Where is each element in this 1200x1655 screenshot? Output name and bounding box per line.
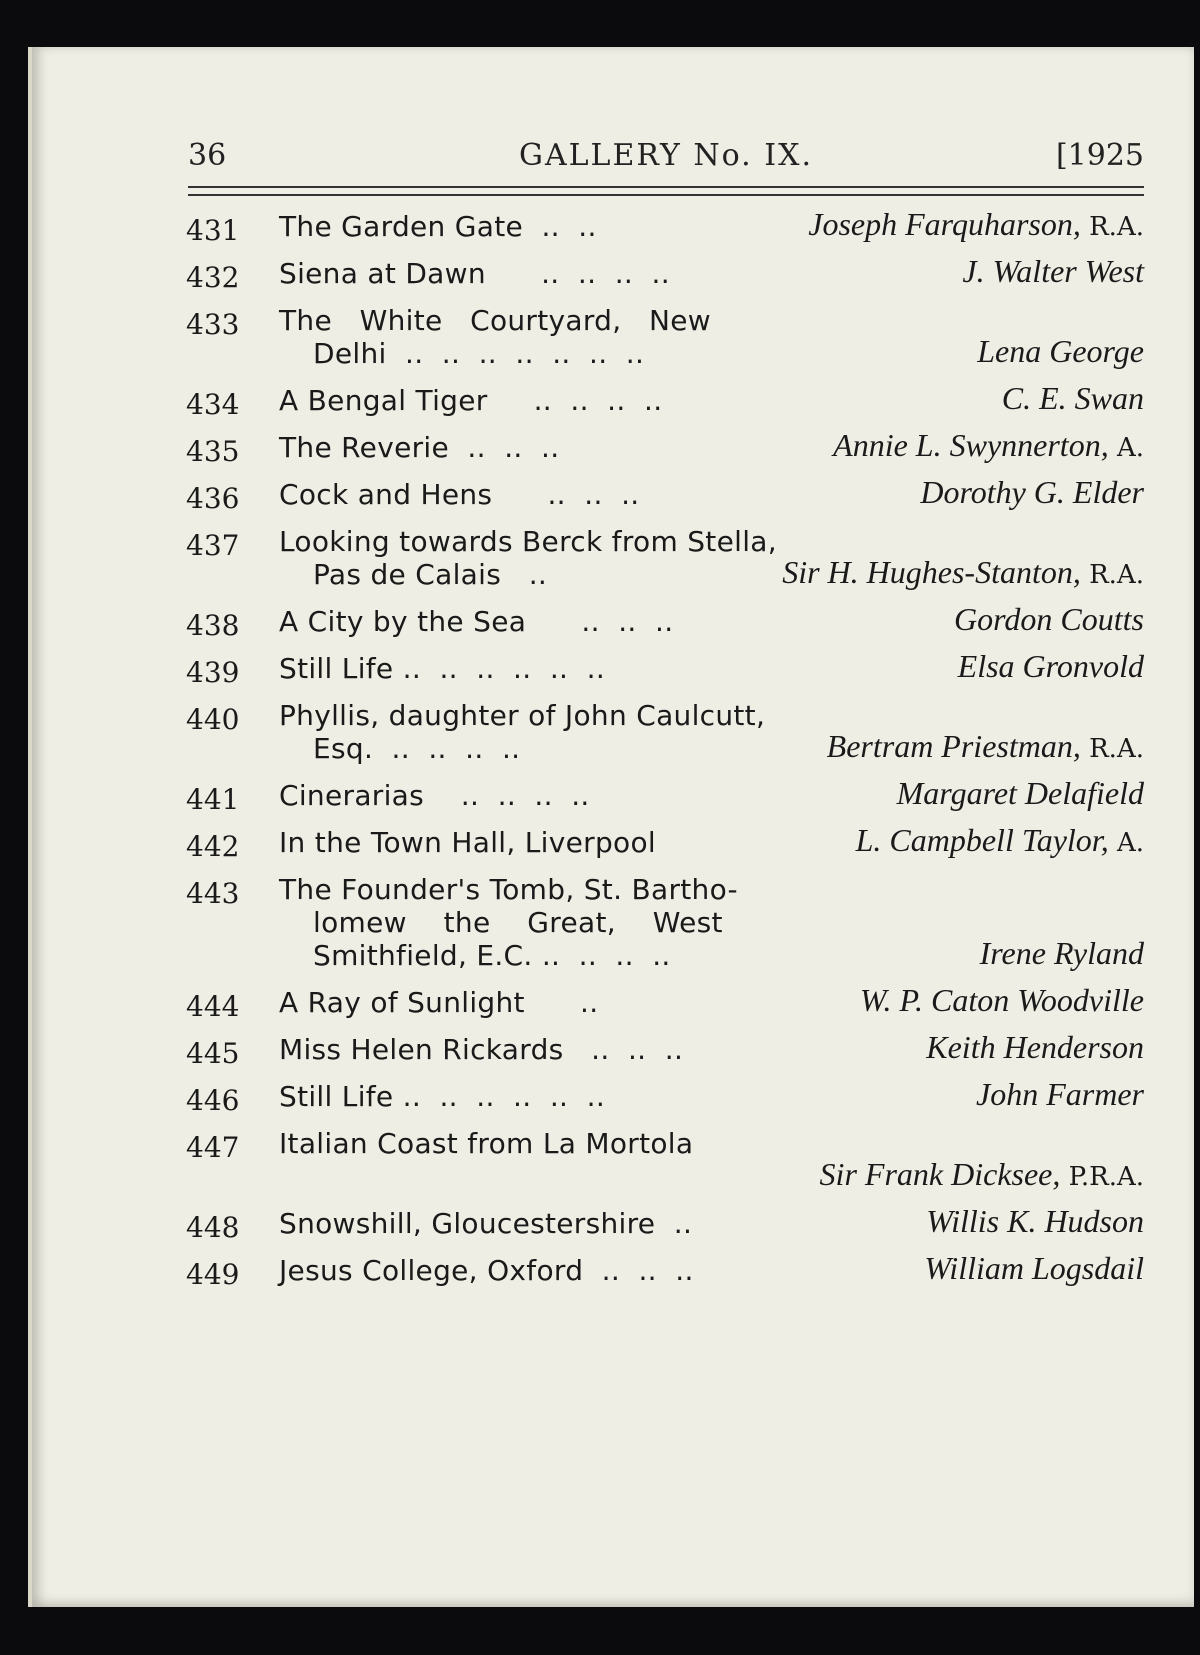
entry-title-line: Snowshill, Gloucestershire .. — [279, 1207, 693, 1240]
entry-number: 449 — [186, 1258, 240, 1291]
entry-number: 443 — [186, 877, 240, 910]
entry-title-line: Phyllis, daughter of John Caulcutt, — [279, 699, 766, 732]
entry-artist — [977, 333, 1144, 370]
entry-title-line: Looking towards Berck from Stella, — [279, 525, 777, 558]
entry-artist — [833, 427, 1144, 464]
entry-title-line: Pas de Calais .. — [313, 558, 548, 591]
artist-name: C. E. Swan — [1001, 380, 1144, 416]
entry-title — [279, 1033, 859, 1066]
entry-number: 446 — [186, 1084, 240, 1117]
entry-title-line: Jesus College, Oxford .. .. .. — [279, 1254, 694, 1287]
catalogue-entry — [186, 873, 1144, 972]
entry-title-line: The White Courtyard, New — [279, 304, 712, 337]
entry-number: 445 — [186, 1037, 240, 1070]
entry-title-line: Smithfield, E.C. .. .. .. .. — [313, 939, 671, 972]
entry-title-line: Esq. .. .. .. .. — [313, 732, 521, 765]
artist-name: Margaret Delafield — [896, 775, 1144, 811]
entry-artist — [958, 648, 1144, 685]
entry-artist — [782, 554, 1144, 591]
entry-title — [279, 779, 859, 812]
entry-title-line — [279, 1160, 859, 1193]
entry-number: 438 — [186, 609, 240, 642]
entry-title-line: Still Life .. .. .. .. .. .. — [279, 1080, 606, 1113]
entry-artist — [962, 253, 1144, 290]
entry-title-line: In the Town Hall, Liverpool — [279, 826, 656, 859]
entry-artist — [820, 1156, 1144, 1193]
catalogue-entry — [186, 253, 1144, 294]
artist-name: Bertram Priestman, — [826, 728, 1081, 764]
catalogue-entry — [186, 822, 1144, 863]
artist-honour: A. — [1108, 433, 1144, 463]
entry-number: 441 — [186, 783, 240, 816]
entry-number: 436 — [186, 482, 240, 515]
entry-artist — [954, 601, 1144, 638]
entry-artist — [827, 728, 1144, 765]
page-header — [188, 138, 1144, 182]
artist-name: Willis K. Hudson — [926, 1203, 1144, 1239]
catalogue-entry — [186, 1203, 1144, 1244]
artist-name: John Farmer — [976, 1076, 1144, 1112]
header-rule — [188, 186, 1144, 196]
artist-honour: P.R.A. — [1060, 1162, 1144, 1192]
entry-title-line: Italian Coast from La Mortola — [279, 1127, 694, 1160]
page-title: GALLERY No. IX. — [519, 138, 813, 173]
catalogue-entry — [186, 1029, 1144, 1070]
artist-name: Irene Ryland — [979, 935, 1144, 971]
entry-title — [279, 304, 859, 370]
entry-title-line: The Garden Gate .. .. — [279, 210, 597, 243]
artist-name: J. Walter West — [962, 253, 1144, 289]
catalogue-entry — [186, 304, 1144, 370]
entry-title-line: Cinerarias .. .. .. .. — [279, 779, 590, 812]
artist-name: Keith Henderson — [926, 1029, 1144, 1065]
catalogue-entry — [186, 982, 1144, 1023]
entry-number: 431 — [186, 214, 240, 247]
entry-title — [279, 257, 859, 290]
entry-title — [279, 1207, 859, 1240]
entry-number: 434 — [186, 388, 240, 421]
artist-name: William Logsdail — [924, 1250, 1144, 1286]
catalogue-entry — [186, 1127, 1144, 1193]
catalogue-entry — [186, 1076, 1144, 1117]
entry-artist — [856, 822, 1144, 859]
entry-title-line: Siena at Dawn .. .. .. .. — [279, 257, 670, 290]
entry-artist — [926, 1203, 1144, 1240]
catalogue-entry — [186, 380, 1144, 421]
catalogue-entry — [186, 427, 1144, 468]
entry-title — [279, 1254, 859, 1287]
entry-title-line: A Bengal Tiger .. .. .. .. — [279, 384, 663, 417]
entry-title-line: Miss Helen Rickards .. .. .. — [279, 1033, 684, 1066]
entry-title-line: Cock and Hens .. .. .. — [279, 478, 640, 511]
entry-title — [279, 873, 859, 972]
entry-title — [279, 826, 859, 859]
entry-artist — [808, 206, 1144, 243]
entry-title — [279, 699, 859, 765]
catalogue-entry — [186, 699, 1144, 765]
artist-honour: R.A. — [1080, 734, 1144, 764]
entry-number: 442 — [186, 830, 240, 863]
entry-number: 448 — [186, 1211, 240, 1244]
entry-number: 433 — [186, 308, 240, 341]
entry-title-line: A City by the Sea .. .. .. — [279, 605, 674, 638]
artist-name: Joseph Farquharson, — [808, 206, 1081, 242]
entry-artist — [976, 1076, 1144, 1113]
catalogue-entry — [186, 601, 1144, 642]
entry-title — [279, 210, 859, 243]
artist-name: L. Campbell Taylor, — [855, 822, 1109, 858]
artist-name: Annie L. Swynnerton, — [833, 427, 1109, 463]
entry-artist — [860, 982, 1144, 1019]
catalogue-entry — [186, 775, 1144, 816]
catalogue-entry — [186, 206, 1144, 247]
artist-name: Elsa Gronvold — [957, 648, 1144, 684]
entry-artist — [897, 775, 1144, 812]
entry-title — [279, 384, 859, 417]
entry-title — [279, 652, 859, 685]
artist-honour: R.A. — [1080, 560, 1144, 590]
entry-title — [279, 1080, 859, 1113]
page-number: 36 — [188, 138, 227, 173]
entry-number: 437 — [186, 529, 240, 562]
entry-title — [279, 1127, 859, 1193]
entry-title-line: Delhi .. .. .. .. .. .. .. — [313, 337, 645, 370]
entry-number: 444 — [186, 990, 240, 1023]
entry-title — [279, 525, 859, 591]
entry-title-line: lomew the Great, West — [313, 906, 723, 939]
entry-artist — [926, 1029, 1144, 1066]
artist-name: W. P. Caton Woodville — [859, 982, 1144, 1018]
artist-name: Sir Frank Dicksee, — [819, 1156, 1061, 1192]
entry-title-line: Still Life .. .. .. .. .. .. — [279, 652, 606, 685]
entry-artist — [920, 474, 1144, 511]
entry-title-line: A Ray of Sunlight .. — [279, 986, 599, 1019]
artist-honour: R.A. — [1080, 212, 1144, 242]
entry-number: 435 — [186, 435, 240, 468]
artist-honour: A. — [1108, 828, 1144, 858]
entry-artist — [980, 935, 1144, 972]
artist-name: Dorothy G. Elder — [920, 474, 1144, 510]
entry-title — [279, 605, 859, 638]
catalogue-entry — [186, 525, 1144, 591]
catalogue-entry — [186, 648, 1144, 689]
catalogue-list — [186, 206, 1144, 1301]
entry-artist — [1002, 380, 1144, 417]
entry-title — [279, 431, 859, 464]
entry-artist — [924, 1250, 1144, 1287]
entry-title-line: The Founder's Tomb, St. Bartho- — [279, 873, 738, 906]
entry-title-line: The Reverie .. .. .. — [279, 431, 560, 464]
catalogue-entry — [186, 474, 1144, 515]
entry-number: 432 — [186, 261, 240, 294]
entry-number: 447 — [186, 1131, 240, 1164]
artist-name: Gordon Coutts — [954, 601, 1144, 637]
artist-name: Sir H. Hughes-Stanton, — [782, 554, 1081, 590]
entry-title — [279, 478, 859, 511]
artist-name: Lena George — [977, 333, 1144, 369]
entry-title — [279, 986, 859, 1019]
year-label: [1925 — [1055, 138, 1144, 173]
entry-number: 439 — [186, 656, 240, 689]
catalogue-entry — [186, 1250, 1144, 1291]
entry-number: 440 — [186, 703, 240, 736]
